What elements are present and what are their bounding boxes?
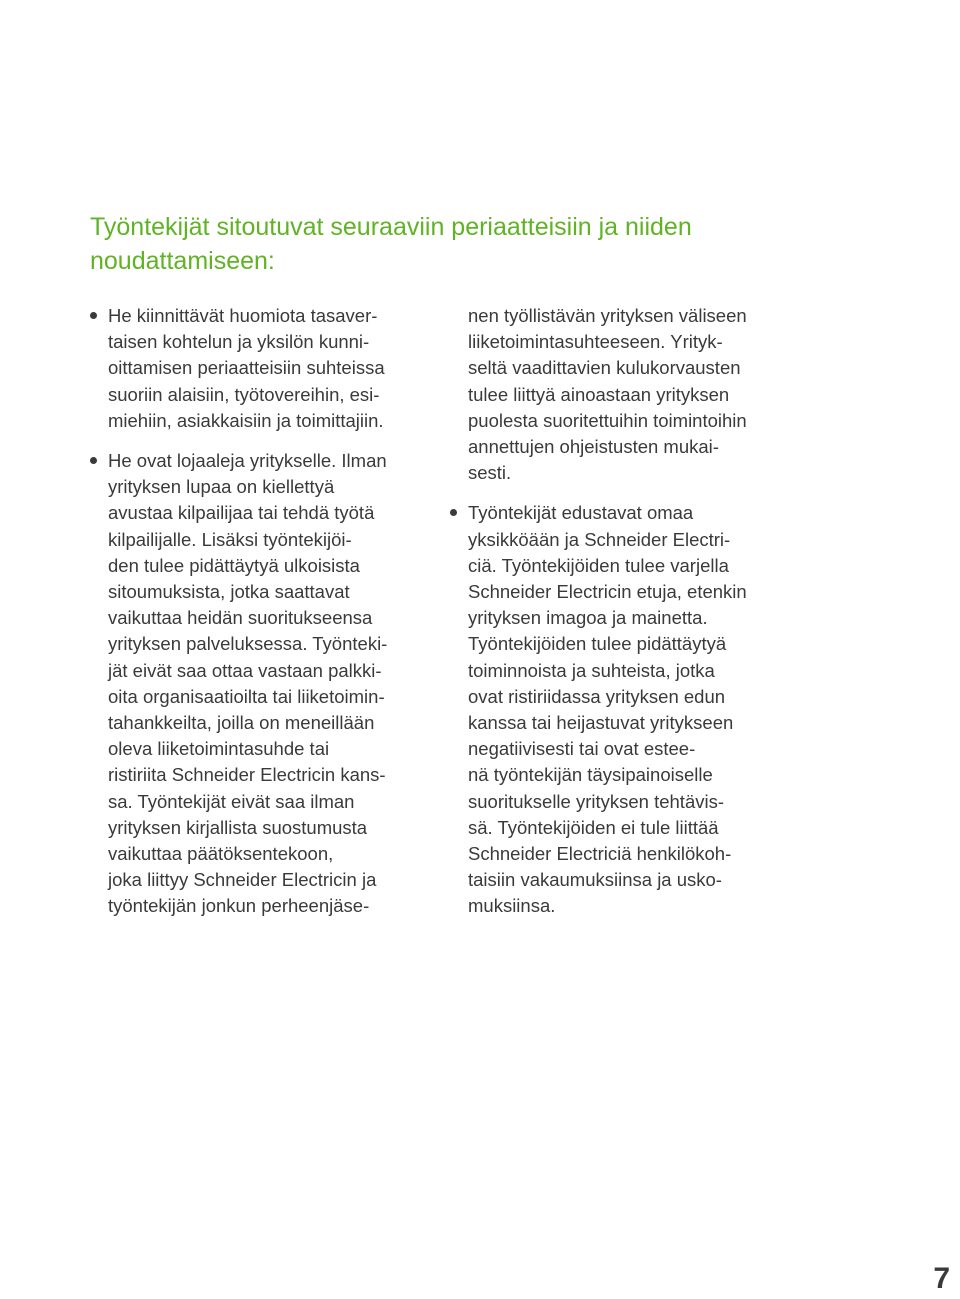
- text-line: Työntekijöiden tulee pidättäytyä: [468, 633, 727, 655]
- text-line: nä työntekijän täysipainoiselle: [468, 764, 713, 786]
- text-line: Schneider Electriciä henkilökoh-: [468, 843, 732, 865]
- bullet-item: [90, 303, 420, 434]
- text-line: He kiinnittävät huomiota tasaver-: [108, 305, 378, 326]
- text-line: yrityksen imagoa ja mainetta.: [468, 607, 708, 629]
- text-line: puolesta suoritettuihin toimintoihin: [468, 409, 747, 431]
- text-line: taisen kohtelun ja yksilön kunni-: [108, 331, 370, 353]
- text-line: miehiin, asiakkaisiin ja toimittajiin.: [108, 409, 384, 431]
- text-line: Schneider Electricin etuja, etenkin: [468, 581, 747, 603]
- text-line: toiminnoista ja suhteista, jotka: [468, 659, 715, 681]
- text-line: oleva liiketoimintasuhde tai: [108, 738, 330, 760]
- text-line: ristiriita Schneider Electricin kans-: [108, 764, 386, 786]
- text-line: yksikköään ja Schneider Electri-: [468, 528, 731, 550]
- bullet-dot-icon: [90, 312, 97, 319]
- left-column: [90, 303, 420, 920]
- text-line: liiketoimintasuhteeseen. Yrityk-: [468, 331, 723, 353]
- heading-line: Työntekijät sitoutuvat seuraaviin periaatteisiin ja niiden: [90, 213, 692, 241]
- text-line: tahankkeilta, joilla on meneillään: [108, 712, 375, 734]
- text-line: negatiivisesti tai ovat estee-: [468, 738, 696, 760]
- text-line: taisiin vakaumuksiinsa ja usko-: [468, 869, 722, 891]
- text-line: muksiinsa.: [468, 895, 556, 917]
- text-line: vaikuttaa heidän suoritukseensa: [108, 607, 373, 629]
- text-line: sesti.: [468, 462, 512, 484]
- text-line: suoriin alaisiin, työtovereihin, esi-: [108, 383, 380, 405]
- text-line: oita organisaatioilta tai liiketoimin-: [108, 685, 385, 707]
- right-column: [450, 303, 780, 920]
- text-line: vaikuttaa päätöksentekoon,: [108, 843, 334, 865]
- text-line: yrityksen kirjallista suostumusta: [108, 816, 368, 838]
- text-line: oittamisen periaatteisiin suhteissa: [108, 357, 385, 379]
- text-line: avustaa kilpailijaa tai tehdä työtä: [108, 502, 375, 524]
- text-line: tulee liittyä ainoastaan yrityksen: [468, 383, 730, 405]
- text-line: kanssa tai heijastuvat yritykseen: [468, 712, 734, 734]
- heading-line: noudattamiseen:: [90, 247, 275, 275]
- text-line: ciä. Työntekijöiden tulee varjella: [468, 554, 729, 576]
- text-line: den tulee pidättäytyä ulkoisista: [108, 554, 360, 576]
- bullet-dot-icon: [450, 509, 457, 516]
- text-line: jät eivät saa ottaa vastaan palkki-: [108, 659, 382, 681]
- bullet-item: [450, 500, 780, 919]
- page-heading: [90, 210, 850, 278]
- text-line: yrityksen lupaa on kiellettyä: [108, 476, 335, 498]
- continued-paragraph: [450, 303, 780, 486]
- text-line: joka liittyy Schneider Electricin ja: [108, 869, 377, 891]
- text-line: seltä vaadittavien kulukorvausten: [468, 357, 741, 379]
- bullet-dot-icon: [90, 457, 97, 464]
- bullet-item: [90, 448, 420, 920]
- text-line: ovat ristiriidassa yrityksen edun: [468, 685, 726, 707]
- text-line: yrityksen palveluksessa. Työnteki-: [108, 633, 388, 655]
- text-line: sa. Työntekijät eivät saa ilman: [108, 790, 355, 812]
- text-line: kilpailijalle. Lisäksi työntekijöi-: [108, 528, 352, 550]
- text-line: sitoumuksista, jotka saattavat: [108, 581, 350, 603]
- page-number: 7: [933, 1262, 950, 1295]
- text-line: annettujen ohjeistusten mukai-: [468, 436, 719, 458]
- text-line: sä. Työntekijöiden ei tule liittää: [468, 816, 719, 838]
- text-line: suoritukselle yrityksen tehtävis-: [468, 790, 725, 812]
- text-line: nen työllistävän yrityksen väliseen: [468, 305, 747, 326]
- text-line: työntekijän jonkun perheenjäse-: [108, 895, 370, 917]
- text-line: He ovat lojaaleja yritykselle. Ilman: [108, 450, 387, 472]
- text-line: Työntekijät edustavat omaa: [468, 502, 694, 524]
